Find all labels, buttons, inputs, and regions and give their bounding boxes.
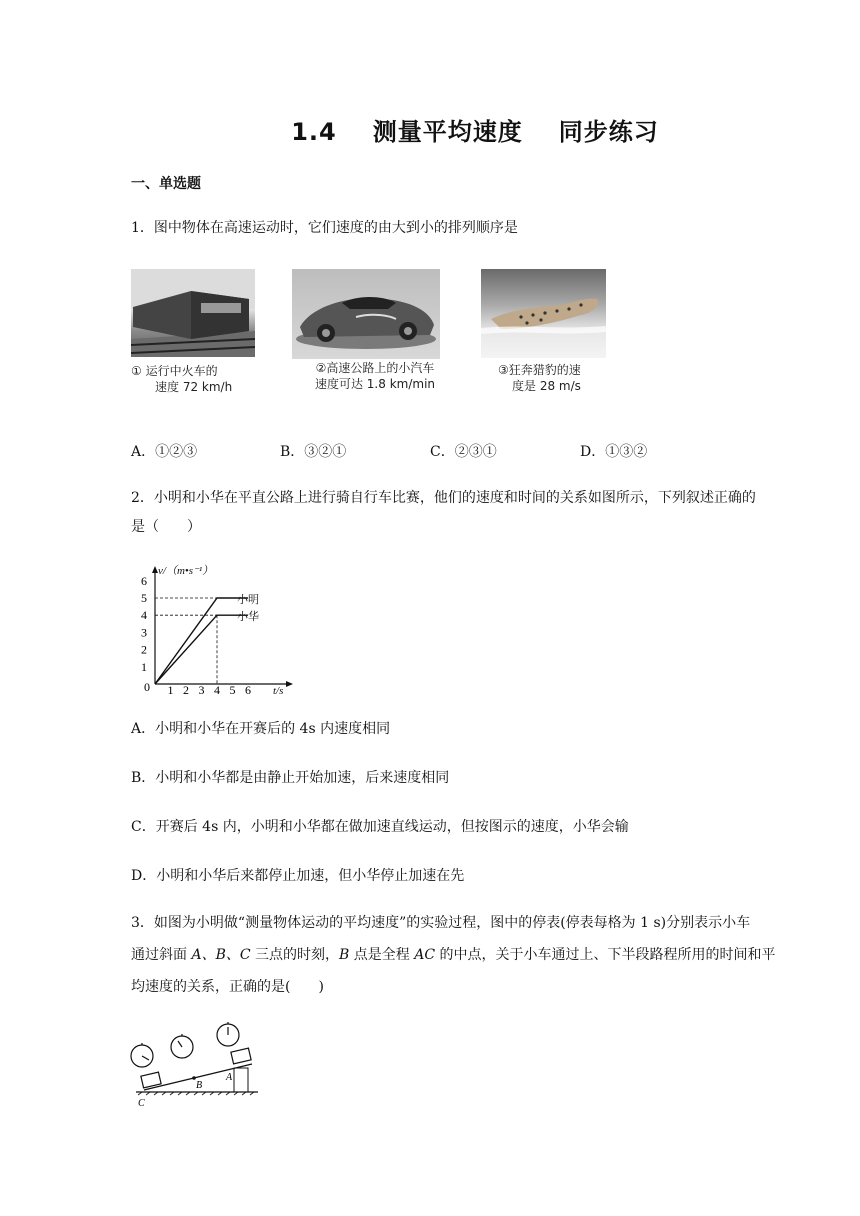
incline-figure — [126, 1022, 266, 1112]
x-tick-label: 5 — [229, 683, 236, 697]
label-c: C — [138, 1098, 145, 1109]
q1-caption-3: ③狂奔猎豹的速 度是 28 m/s — [498, 363, 581, 393]
label-a: A — [226, 1072, 233, 1083]
car-photo — [292, 269, 440, 359]
cheetah-photo — [481, 269, 606, 358]
q2-option-c[interactable]: C．开赛后 4s 内，小明和小华都在做加速直线运动，但按图示的速度，小华会输 — [131, 819, 629, 835]
q2-stem: 2．小明和小华在平直公路上进行骑自行车比赛，他们的速度和时间的关系如图所示，下列叙述正确的 是（ ） — [131, 490, 756, 535]
q1-option-a[interactable]: A．①②③ — [131, 444, 198, 460]
legend-xiaohua: 小华 — [237, 611, 259, 623]
y-tick-label: 4 — [141, 608, 147, 623]
series-line-xiaoming — [155, 598, 248, 684]
velocity-time-graph — [131, 560, 301, 700]
q3-stem: 3．如图为小明做“测量物体运动的平均速度”的实验过程，图中的停表(停表每格为 1 s)分别表示小车 通过斜面 A、B、C 三点的时刻，B 点是全程 AC 的中点，关于小车通过上、下半段路程所用的时间和平 均速度的关系，正确的是( ) — [131, 915, 776, 995]
x-tick-label: 4 — [214, 683, 220, 697]
y-axis-label: v/（m•s⁻¹） — [158, 565, 214, 577]
page-title — [0, 112, 860, 147]
q1-option-c[interactable]: C．②③① — [430, 444, 497, 460]
series-line-xiaohua — [155, 615, 248, 684]
label-b: B — [196, 1080, 203, 1091]
q1-option-d[interactable]: D．①③② — [580, 444, 648, 460]
legend-xiaoming: 小明 — [237, 594, 259, 606]
x-tick-label: 3 — [198, 683, 205, 697]
q2-option-a[interactable]: A．小明和小华在开赛后的 4s 内速度相同 — [131, 721, 391, 737]
y-tick-label: 5 — [141, 591, 147, 605]
y-tick-label: 1 — [141, 659, 147, 674]
x-axis-arrow — [286, 681, 293, 687]
q1-caption-2: ②高速公路上的小汽车 速度可达 1.8 km/min — [314, 361, 436, 391]
q2-option-b[interactable]: B．小明和小华都是由静止开始加速，后来速度相同 — [131, 770, 450, 786]
title-topic: 测量平均速度 — [372, 118, 523, 146]
q1-option-b[interactable]: B．③②① — [280, 444, 347, 460]
q2-option-d[interactable]: D．小明和小华后来都停止加速，但小华停止加速在先 — [131, 868, 465, 884]
origin-label: 0 — [144, 680, 150, 694]
section-heading: 一、单选题 — [131, 176, 201, 192]
x-tick-label: 2 — [183, 683, 189, 697]
title-number: 1.4 — [291, 118, 337, 146]
title-sub: 同步练习 — [558, 118, 659, 146]
q1-stem: 1．图中物体在高速运动时，它们速度的由大到小的排列顺序是 — [131, 220, 518, 236]
y-tick-label: 2 — [141, 642, 147, 657]
cart-top — [231, 1048, 251, 1064]
y-tick-label: 3 — [141, 625, 147, 640]
x-tick-label: 6 — [245, 683, 251, 697]
train-photo — [131, 269, 255, 357]
x-tick-label: 1 — [167, 683, 174, 697]
x-axis-label: t/s — [273, 685, 284, 697]
support-block — [234, 1068, 248, 1092]
cart-bottom — [141, 1072, 161, 1088]
q1-caption-1: ① 运行中火车的 速度 72 km/h — [131, 364, 233, 394]
y-tick-label: 6 — [141, 573, 147, 588]
